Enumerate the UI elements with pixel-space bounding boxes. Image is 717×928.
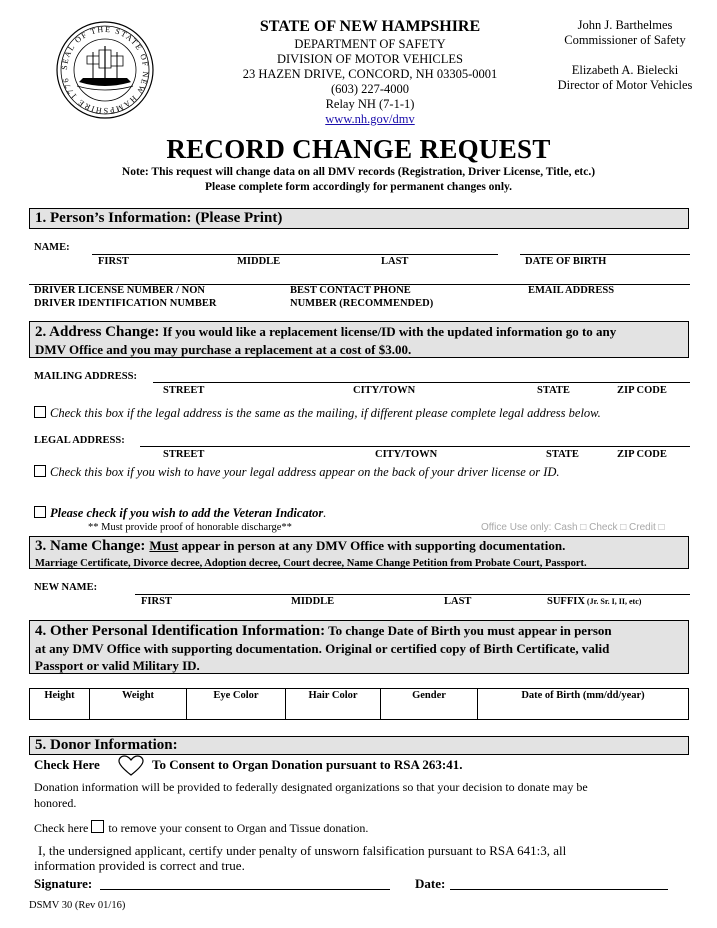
division: DIVISION OF MOTOR VEHICLES bbox=[276, 52, 463, 66]
director-name: Elizabeth A. Bielecki bbox=[571, 63, 679, 77]
section-2-note: If you would like a replacement license/ID with the updated information go to any bbox=[159, 324, 617, 339]
agency-address: 23 HAZEN DRIVE, CONCORD, NH 03305-0001 bbox=[242, 67, 498, 81]
office-use-only: Office Use only: Cash □ Check □ Credit □ bbox=[481, 522, 665, 533]
check-here-label: Check Here bbox=[34, 757, 100, 772]
dl-label-1: DRIVER LICENSE NUMBER / NON bbox=[34, 285, 205, 296]
suffix-label: SUFFIX bbox=[547, 596, 585, 607]
remove-consent-post: to remove your consent to Organ and Tissue donation. bbox=[108, 821, 369, 835]
note-line-1: Note: This request will change data on all DMV records (Registration, Driver License, Title, etc.) bbox=[121, 166, 596, 178]
commissioner-name: John J. Barthelmes bbox=[577, 18, 673, 32]
birth-date-cell[interactable]: Date of Birth (mm/dd/year) bbox=[521, 690, 645, 701]
section-3-heading bbox=[29, 536, 689, 569]
new-first-label: FIRST bbox=[141, 596, 172, 607]
hair-color-cell[interactable]: Hair Color bbox=[286, 689, 381, 719]
name-field[interactable] bbox=[92, 254, 498, 255]
new-name-label: NEW NAME: bbox=[34, 582, 98, 593]
new-name-field[interactable] bbox=[135, 594, 690, 595]
certify-line-2: information provided is correct and true. bbox=[34, 858, 245, 873]
last-label: LAST bbox=[381, 256, 409, 267]
legal-on-back-checkbox[interactable] bbox=[34, 465, 46, 477]
remove-consent-pre: Check here bbox=[34, 821, 89, 835]
veteran-text: Please check if you wish to add the Veteran Indicator bbox=[50, 506, 324, 520]
email-label: EMAIL ADDRESS bbox=[528, 285, 615, 296]
agency-phone: (603) 227-4000 bbox=[330, 82, 410, 96]
organ-consent-text: To Consent to Organ Donation pursuant to RSA 263:41. bbox=[152, 757, 463, 772]
section-4-note: To change Date of Birth you must appear in person bbox=[325, 623, 612, 638]
mailing-city-label: CITY/TOWN bbox=[353, 385, 416, 396]
phone-label-1: BEST CONTACT PHONE bbox=[290, 285, 411, 296]
form-number: DSMV 30 (Rev 01/16) bbox=[29, 900, 126, 911]
section-2-title: 2. Address Change: bbox=[35, 324, 160, 340]
gender-cell[interactable]: Gender bbox=[381, 689, 478, 719]
new-last-label: LAST bbox=[444, 596, 472, 607]
dob-field[interactable] bbox=[520, 254, 690, 255]
date-label: Date: bbox=[415, 876, 446, 891]
phone-label-2: NUMBER (RECOMMENDED) bbox=[290, 298, 434, 309]
state-name: STATE OF NEW HAMPSHIRE bbox=[259, 18, 481, 35]
donation-info-2: honored. bbox=[34, 796, 77, 810]
department: DEPARTMENT OF SAFETY bbox=[294, 37, 446, 51]
legal-address-field[interactable] bbox=[140, 446, 690, 447]
same-address-checkbox[interactable] bbox=[34, 406, 46, 418]
middle-label: MIDDLE bbox=[237, 256, 281, 267]
date-field[interactable] bbox=[450, 889, 668, 890]
legal-city-label: CITY/TOWN bbox=[375, 449, 438, 460]
dob-label: DATE OF BIRTH bbox=[525, 256, 607, 267]
section-5-heading: 5. Donor Information: bbox=[29, 736, 689, 755]
legal-address-label: LEGAL ADDRESS: bbox=[34, 435, 125, 446]
first-label: FIRST bbox=[98, 256, 129, 267]
must-text: Must bbox=[149, 538, 179, 553]
form-title: RECORD CHANGE REQUEST bbox=[166, 134, 551, 164]
section-3-note: appear in person at any DMV Office with supporting documentation. bbox=[178, 538, 566, 553]
section-4-note-3: Passport or valid Military ID. bbox=[35, 658, 200, 673]
mailing-address-label: MAILING ADDRESS: bbox=[34, 371, 137, 382]
name-label: NAME: bbox=[34, 242, 70, 253]
suffix-note: (Jr. Sr. I, II, etc) bbox=[584, 597, 642, 606]
heart-icon[interactable] bbox=[118, 755, 144, 777]
section-3-docs: Marriage Certificate, Divorce decree, Adoption decree, Court decree, Name Change Petition from Probate Court, Passport. bbox=[35, 558, 587, 569]
section-4-note-2: at any DMV Office with supporting documentation. Original or certified copy of Birth Certificate, valid bbox=[35, 641, 610, 656]
commissioner-title: Commissioner of Safety bbox=[564, 33, 686, 47]
physical-description-table bbox=[29, 688, 689, 720]
mailing-zip-label: ZIP CODE bbox=[617, 385, 667, 396]
legal-state-label: STATE bbox=[546, 449, 579, 460]
seal-text: SEAL OF THE STATE OF NEW HAMPSHIRE 1776 bbox=[59, 24, 151, 116]
section-4-title: 4. Other Personal Identification Information: bbox=[35, 623, 326, 639]
eye-color-cell[interactable]: Eye Color bbox=[187, 689, 286, 719]
section-3-title: 3. Name Change: bbox=[35, 538, 146, 554]
new-middle-label: MIDDLE bbox=[291, 596, 335, 607]
veteran-checkbox[interactable] bbox=[34, 506, 46, 518]
donation-info-1: Donation information will be provided to federally designated organizations so that your decision to donate may be bbox=[34, 780, 588, 794]
veteran-note: ** Must provide proof of honorable discharge** bbox=[88, 522, 292, 533]
note-line-2: Please complete form accordingly for permanent changes only. bbox=[204, 181, 513, 193]
mailing-address-field[interactable] bbox=[153, 382, 690, 383]
legal-street-label: STREET bbox=[163, 449, 205, 460]
director-title: Director of Motor Vehicles bbox=[557, 78, 693, 92]
section-2-heading bbox=[29, 321, 689, 358]
mailing-state-label: STATE bbox=[537, 385, 570, 396]
section-2-note-2: DMV Office and you may purchase a replacement at a cost of $3.00. bbox=[35, 342, 412, 357]
signature-field[interactable] bbox=[100, 889, 390, 890]
section-1-heading: 1. Person’s Information: (Please Print) bbox=[29, 208, 689, 229]
relay-number: Relay NH (7-1-1) bbox=[325, 97, 415, 111]
dl-label-2: DRIVER IDENTIFICATION NUMBER bbox=[34, 298, 217, 309]
dmv-website-link[interactable]: www.nh.gov/dmv bbox=[325, 112, 415, 126]
section-4-heading bbox=[29, 620, 689, 674]
signature-label: Signature: bbox=[34, 876, 93, 891]
remove-consent-checkbox[interactable] bbox=[91, 820, 104, 833]
height-cell[interactable]: Height bbox=[30, 689, 90, 719]
mailing-street-label: STREET bbox=[163, 385, 205, 396]
certify-line-1: I, the undersigned applicant, certify under penalty of unsworn falsification pursuant to RSA 641:3, all bbox=[38, 843, 567, 858]
same-address-text: Check this box if the legal address is the same as the mailing, if different please complete legal address below. bbox=[50, 406, 601, 420]
state-seal bbox=[55, 20, 155, 120]
legal-on-back-text: Check this box if you wish to have your legal address appear on the back of your driver license or ID. bbox=[50, 465, 560, 479]
legal-zip-label: ZIP CODE bbox=[617, 449, 667, 460]
weight-cell[interactable]: Weight bbox=[90, 689, 187, 719]
